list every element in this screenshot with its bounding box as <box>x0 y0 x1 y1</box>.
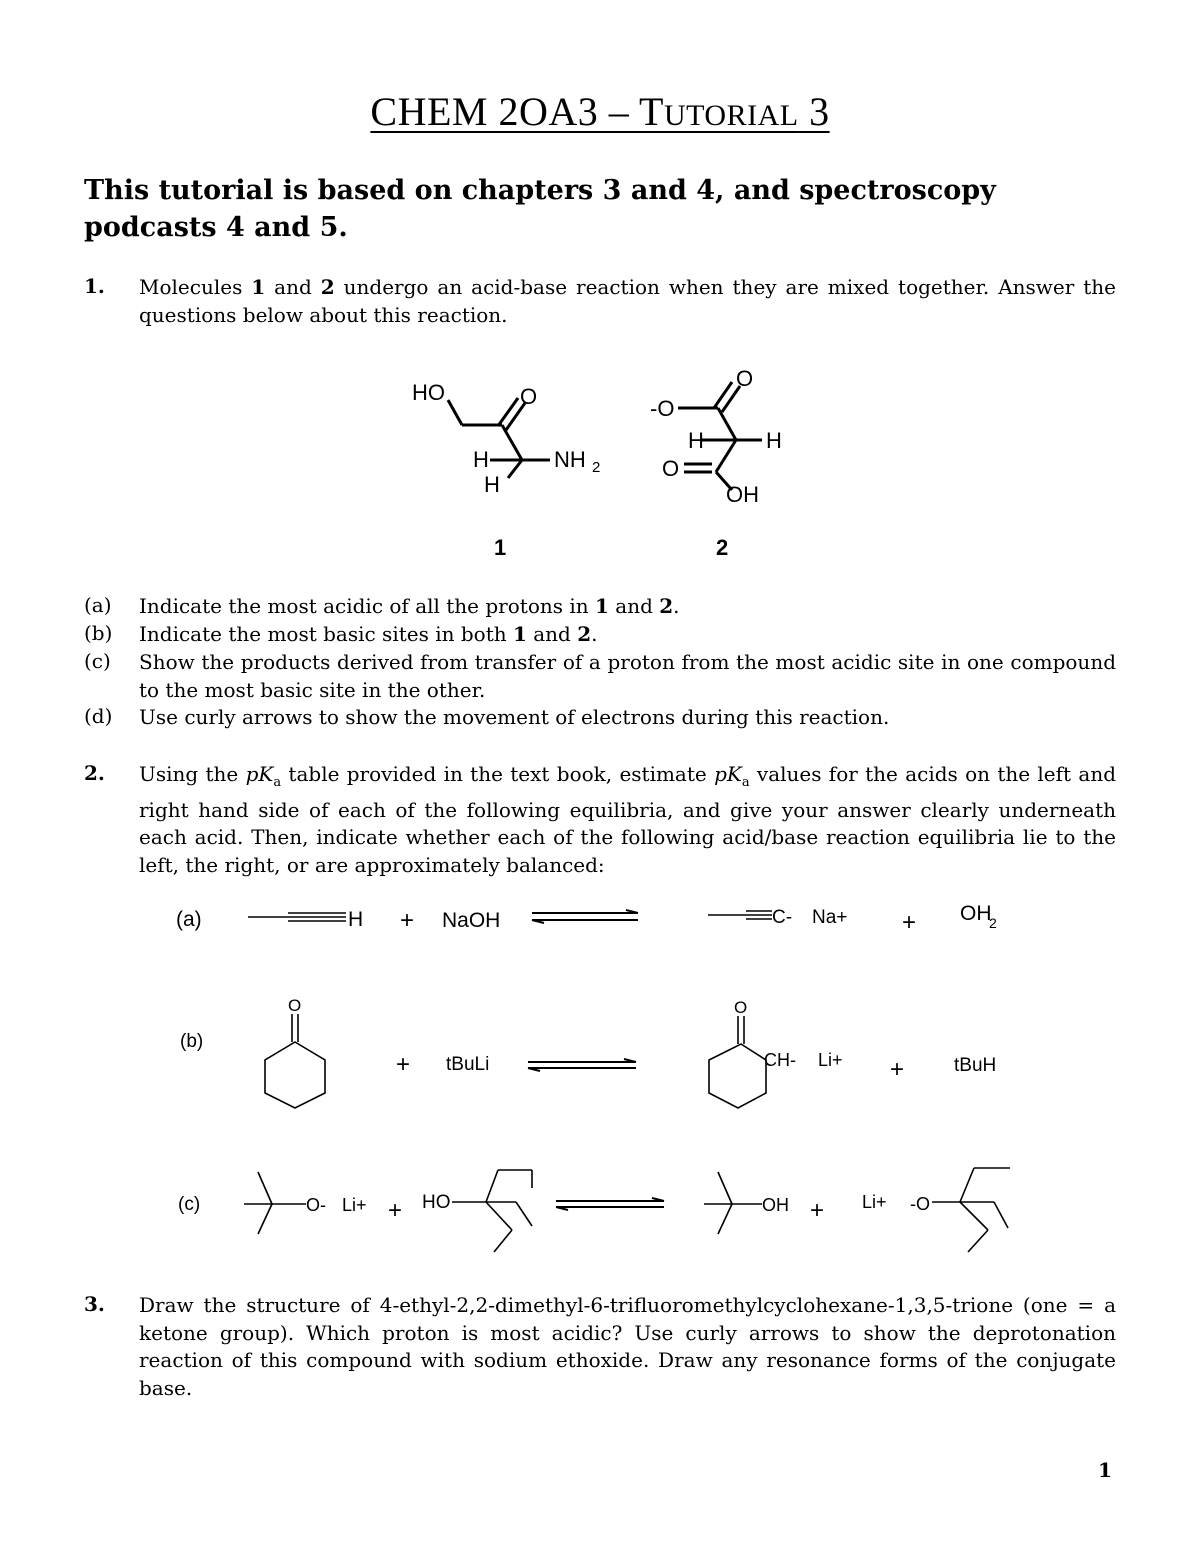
eq-b-equilibrium-arrows <box>528 1059 636 1071</box>
mol1-h1: H <box>473 447 489 472</box>
mol1-label: 1 <box>494 535 507 560</box>
mol1-nh2: NH <box>554 447 586 472</box>
mol2-ominus: -O <box>650 396 675 421</box>
q1-part-c: (c) Show the products derived from transfer of a proton from the most acidic site in one compound to the most basic site in the other. <box>84 649 1116 702</box>
mol1-h2: H <box>484 472 500 497</box>
eq-a-cminus: C- <box>772 907 793 928</box>
mol2-h2: H <box>766 428 782 453</box>
eq-c-tbuoh <box>704 1172 762 1234</box>
eq-b-label: (b) <box>180 1031 204 1052</box>
eq-a-plus2: + <box>902 909 917 936</box>
eq-b-plus2: + <box>890 1056 905 1083</box>
eq-a-label: (a) <box>176 908 202 931</box>
eq-b-cyclohexanone-left <box>265 1014 325 1108</box>
eq-a-na: Na+ <box>812 907 848 928</box>
eq-b-o2: O <box>734 998 748 1017</box>
mol1-nh2-sub: 2 <box>592 459 601 476</box>
molecules-1-2-figure <box>380 360 820 570</box>
question-1-text: Molecules 1 and 2 undergo an acid-base reaction when they are mixed together. Answer the questions below about this reaction. <box>139 275 1117 327</box>
page-title: CHEM 2OA3 – TUTORIAL 3 <box>370 89 830 134</box>
eq-c-alkoxide-right <box>932 1168 1010 1252</box>
eq-b-o1: O <box>288 996 302 1015</box>
mol2-h1: H <box>688 428 704 453</box>
mol1-o: O <box>520 384 538 409</box>
question-1-number: 1. <box>84 274 105 298</box>
eq-a-oh: OH <box>960 902 992 925</box>
eq-c-olabel: O- <box>306 1195 326 1215</box>
question-3-number: 3. <box>84 1292 105 1316</box>
mol2-oh: OH <box>726 482 759 507</box>
eq-b-ch: CH- <box>764 1050 796 1070</box>
eq-b-cyclohexanone-right <box>709 1016 766 1108</box>
eq-c-ho: HO <box>422 1192 451 1213</box>
intro-text: This tutorial is based on chapters 3 and 4, and spectroscopy podcasts 4 and 5. <box>84 175 996 243</box>
question-2-text: Using the $pK_a$ table provided in the text book, estimate $pK_a$ values for the acids on the left and right hand side of each of the following equilibria, and give your answer clearly underneath each acid. Then, indicate whether each of the following acid/base reaction equilibria lie to the left, the right, or are approximately balanced: <box>139 762 1117 877</box>
eq-c-plus1: + <box>388 1197 403 1224</box>
eq-c-li2: Li+ <box>862 1192 887 1212</box>
q1-part-d: (d) Use curly arrows to show the movement of electrons during this reaction. <box>84 704 890 729</box>
eq-b-tbuli: tBuLi <box>446 1054 490 1075</box>
eq-c-ominus: -O <box>910 1194 930 1214</box>
eq-c-equilibrium-arrows <box>556 1198 664 1210</box>
molecule-1-bonds <box>448 398 550 478</box>
eq-a-alkyne-left <box>248 913 346 921</box>
eq-b-li: Li+ <box>818 1050 843 1070</box>
eq-a-h: H <box>348 908 364 931</box>
eq-a-alkyne-right <box>708 911 772 919</box>
eq-c-label: (c) <box>178 1194 201 1215</box>
eq-c-plus2: + <box>810 1197 825 1224</box>
eq-c-ohr: OH <box>762 1195 789 1215</box>
q1-part-a: (a) Indicate the most acidic of all the protons in 1 and 2. <box>84 593 680 618</box>
mol2-oeq: O <box>662 456 680 481</box>
mol2-label: 2 <box>716 535 729 560</box>
eq-c-alcohol-left <box>452 1170 532 1252</box>
eq-a-equilibrium-arrows <box>532 910 638 923</box>
eq-a-oh-sub: 2 <box>989 915 997 931</box>
eq-b-plus1: + <box>396 1051 411 1078</box>
equilibria-figure <box>160 890 1060 1270</box>
q1-part-b: (b) Indicate the most basic sites in both 1 and 2. <box>84 621 598 646</box>
page-number: 1 <box>1098 1458 1112 1482</box>
question-3-text: Draw the structure of 4-ethyl-2,2-dimethyl-6-trifluoromethylcyclohexane-1,3,5-trione (one = a ketone group). Which proton is most acidic? Use curly arrows to show the deprotonation reaction of this compound with sodium ethoxide. Draw any resonance forms of the conjugate base. <box>139 1293 1116 1400</box>
mol2-o: O <box>736 366 754 391</box>
eq-a-naoh: NaOH <box>442 909 501 932</box>
mol1-ho: HO <box>412 380 445 405</box>
eq-a-plus1: + <box>400 907 415 934</box>
question-2-number: 2. <box>84 761 105 785</box>
question-1-parts <box>84 593 1124 732</box>
eq-c-li1: Li+ <box>342 1195 367 1215</box>
eq-b-tbuh: tBuH <box>954 1055 997 1076</box>
eq-c-tbuo-left <box>244 1172 306 1234</box>
